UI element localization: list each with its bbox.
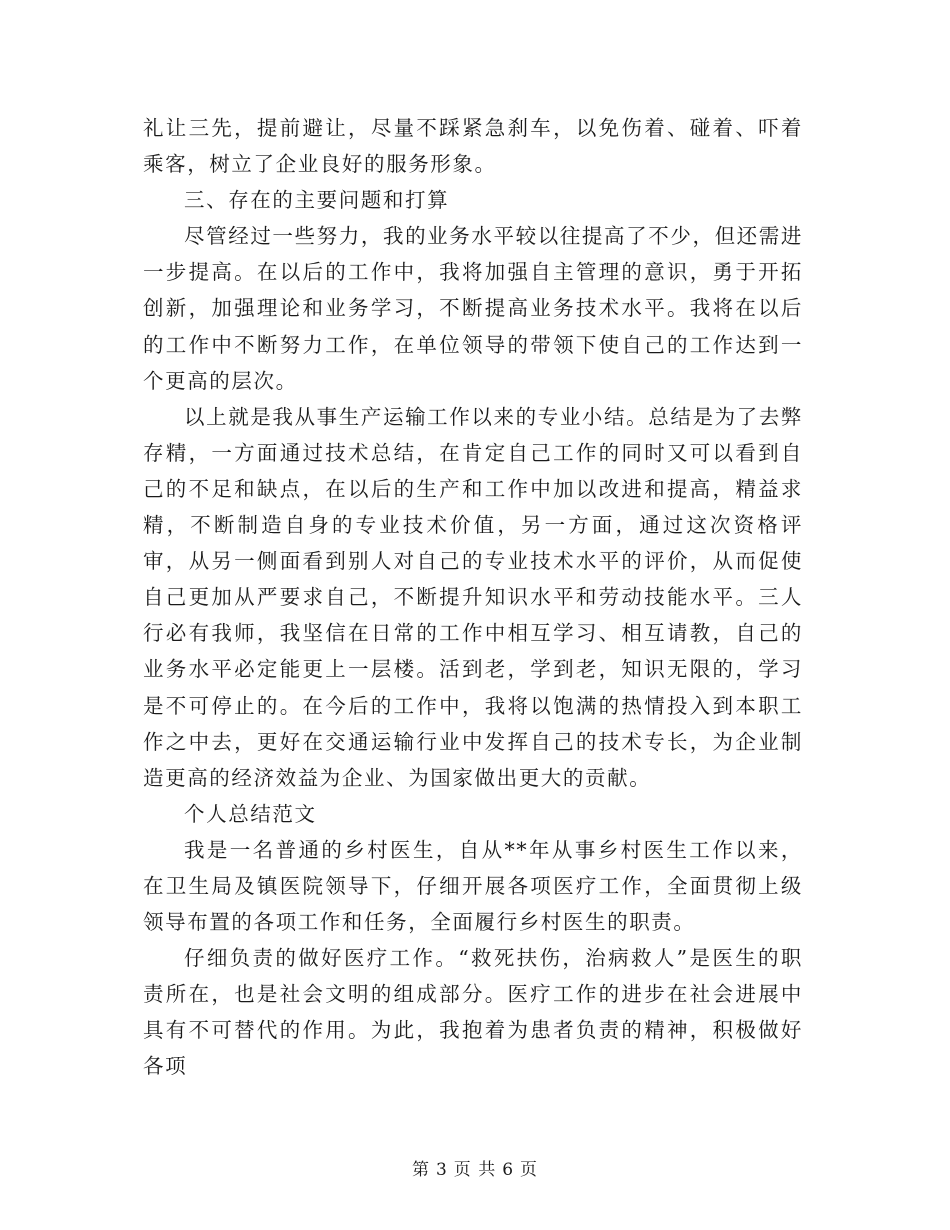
- section-heading-3: 三、存在的主要问题和打算: [184, 188, 450, 213]
- paragraph-3: 以上就是我从事生产运输工作以来的专业小结。总结是为了去弊存精，一方面通过技术总结，在肯定自己工作的同时又可以看到自己的不足和缺点，在以后的生产和工作中加以改进和提高，精益求精，不断制造自身的专业技术价值，另一方面，通过这次资格评审，从另一侧面看到别人对自己的专业技术水平的评价，从而促使自己更加从严要求自己，不断提升知识水平和劳动技能水平。三人行必有我师，我坚信在日常的工作中相互学习、相互请教，自己的业务水平必定能更上一层楼。活到老，学到老，知识无限的，学习是不可停止的。在今后的工作中，我将以饱满的热情投入到本职工作之中去，更好在交通运输行业中发挥自己的技术专长，为企业制造更高的经济效益为企业、为国家做出更大的贡献。: [143, 404, 803, 790]
- paragraph-4: 我是一名普通的乡村医生，自从**年从事乡村医生工作以来，在卫生局及镇医院领导下，仔细开展各项医疗工作，全面贯彻上级领导布置的各项工作和任务，全面履行乡村医生的职责。: [143, 837, 803, 935]
- section-heading-sample: 个人总结范文: [184, 801, 317, 826]
- paragraph-5: 仔细负责的做好医疗工作。“救死扶伤，治病救人”是医生的职责所在，也是社会文明的组成部分。医疗工作的进步在社会进展中具有不可替代的作用。为此，我抱着为患者负责的精神，积极做好各项: [143, 946, 803, 1079]
- page-footer: [0, 1155, 950, 1180]
- footer-total-pages: 6: [502, 1160, 515, 1180]
- document-body: [143, 110, 803, 1085]
- paragraph-2: 尽管经过一些努力，我的业务水平较以往提高了不少，但还需进一步提高。在以后的工作中，我将加强自主管理的意识，勇于开拓创新，加强理论和业务学习，不断提高业务技术水平。我将在以后的工作中不断努力工作，在单位领导的带领下使自己的工作达到一个更高的层次。: [143, 224, 803, 393]
- footer-suffix: 页: [520, 1160, 539, 1180]
- footer-middle: 页 共: [453, 1160, 497, 1180]
- paragraph-1: 礼让三先，提前避让，尽量不踩紧急刹车，以免伤着、碰着、吓着乘客，树立了企业良好的服务形象。: [143, 116, 803, 177]
- footer-prefix: 第: [411, 1160, 430, 1180]
- footer-page-number: 3: [435, 1160, 448, 1180]
